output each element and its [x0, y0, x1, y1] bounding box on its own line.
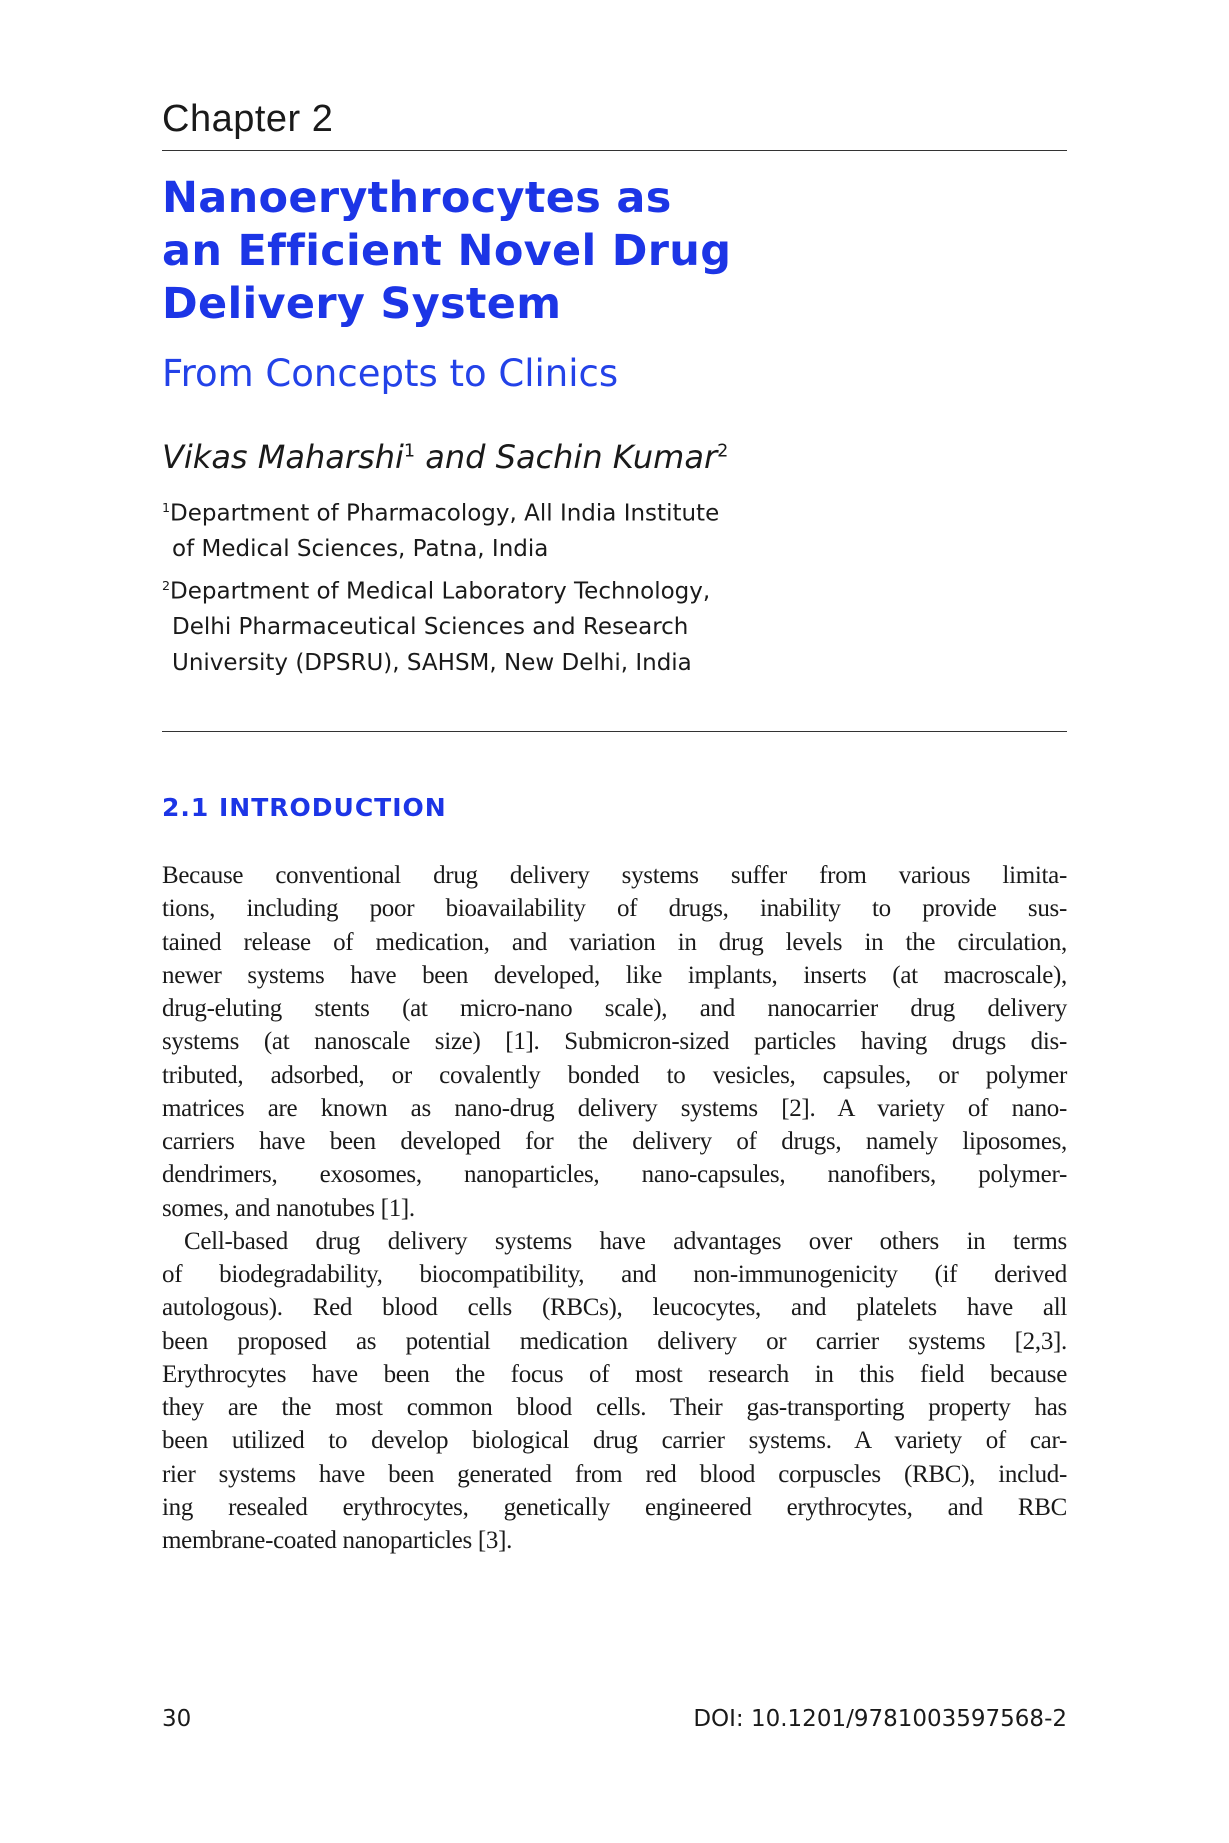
- body-text-line: tributed, adsorbed, or covalently bonded to vesicles, capsules, or polymer: [162, 1061, 1067, 1089]
- body-text-line: dendrimers, exosomes, nanoparticles, nano-capsules, nanofibers, polymer-: [162, 1161, 1067, 1189]
- body-text-line: membrane-coated nanoparticles [3].: [162, 1527, 513, 1554]
- body-text-line: carriers have been developed for the delivery of drugs, namely liposomes,: [162, 1128, 1067, 1155]
- page-number: 30: [162, 1706, 192, 1732]
- title-line: Delivery System: [162, 279, 562, 329]
- body-text-line: tions, including poor bioavailability of drugs, inability to provide sus-: [162, 895, 1067, 923]
- body-text-line: Because conventional drug delivery systems suffer from various limita-: [162, 862, 1067, 889]
- section-heading: 2.1 INTRODUCTION: [162, 793, 447, 822]
- affiliation-line: Department of Pharmacology, All India Institute: [170, 500, 720, 527]
- body-text-line: of biodegradability, biocompatibility, and non-immunogenicity (if derived: [162, 1261, 1067, 1288]
- doi-footer: DOI: 10.1201/9781003597568-2: [693, 1706, 1067, 1732]
- author-name: Sachin Kumar: [495, 438, 718, 476]
- author-conjunction: and: [425, 438, 486, 476]
- chapter-label: Chapter 2: [162, 98, 334, 140]
- affiliation-superscript: 1: [162, 500, 171, 515]
- affiliation-2: [162, 568, 710, 681]
- top-rule-divider: [162, 150, 1067, 151]
- body-text-line: drug-eluting stents (at micro-nano scale), and nanocarrier drug delivery: [162, 995, 1067, 1022]
- body-text-line: been utilized to develop biological drug carrier systems. A variety of car-: [162, 1427, 1067, 1455]
- body-text-line: rier systems have been generated from red blood corpuscles (RBC), includ-: [162, 1460, 1067, 1488]
- header-bottom-rule-divider: [162, 731, 1067, 732]
- affiliation-line: Delhi Pharmaceutical Sciences and Research: [172, 614, 689, 641]
- affiliation-line: University (DPSRU), SAHSM, New Delhi, India: [172, 649, 692, 676]
- title-line: Nanoerythrocytes as: [162, 173, 672, 223]
- chapter-title: [162, 172, 731, 331]
- body-text-line: ing resealed erythrocytes, genetically engineered erythrocytes, and RBC: [162, 1493, 1067, 1521]
- body-text-line: Cell-based drug delivery systems have advantages over others in terms: [184, 1227, 1067, 1255]
- affiliation-line: of Medical Sciences, Patna, India: [172, 536, 549, 563]
- body-text-line: matrices are known as nano-drug delivery systems [2]. A variety of nano-: [162, 1094, 1067, 1122]
- affiliation-line: Department of Medical Laboratory Technology,: [170, 578, 711, 605]
- author-name: Vikas Maharshi: [162, 438, 404, 476]
- body-text-line: somes, and nanotubes [1].: [162, 1194, 415, 1222]
- affiliation-superscript: 2: [162, 578, 171, 593]
- authors-line: [162, 438, 728, 476]
- body-text-line: systems (at nanoscale size) [1]. Submicron-sized particles having drugs dis-: [162, 1028, 1067, 1056]
- body-text-line: tained release of medication, and variation in drug levels in the circulation,: [162, 928, 1067, 956]
- body-text-line: Erythrocytes have been the focus of most research in this field because: [162, 1360, 1067, 1388]
- affiliation-1: [162, 490, 719, 568]
- author-superscript: 1: [403, 441, 416, 462]
- chapter-subtitle: From Concepts to Clinics: [162, 352, 619, 395]
- body-text-line: newer systems have been developed, like implants, inserts (at macroscale),: [162, 961, 1067, 989]
- author-superscript: 2: [717, 441, 729, 462]
- body-text: [162, 859, 1067, 1557]
- body-text-line: they are the most common blood cells. Their gas-transporting property has: [162, 1394, 1067, 1421]
- title-line: an Efficient Novel Drug: [162, 226, 732, 276]
- body-text-line: autologous). Red blood cells (RBCs), leucocytes, and platelets have all: [162, 1294, 1067, 1322]
- body-text-line: been proposed as potential medication delivery or carrier systems [2,3].: [162, 1327, 1067, 1355]
